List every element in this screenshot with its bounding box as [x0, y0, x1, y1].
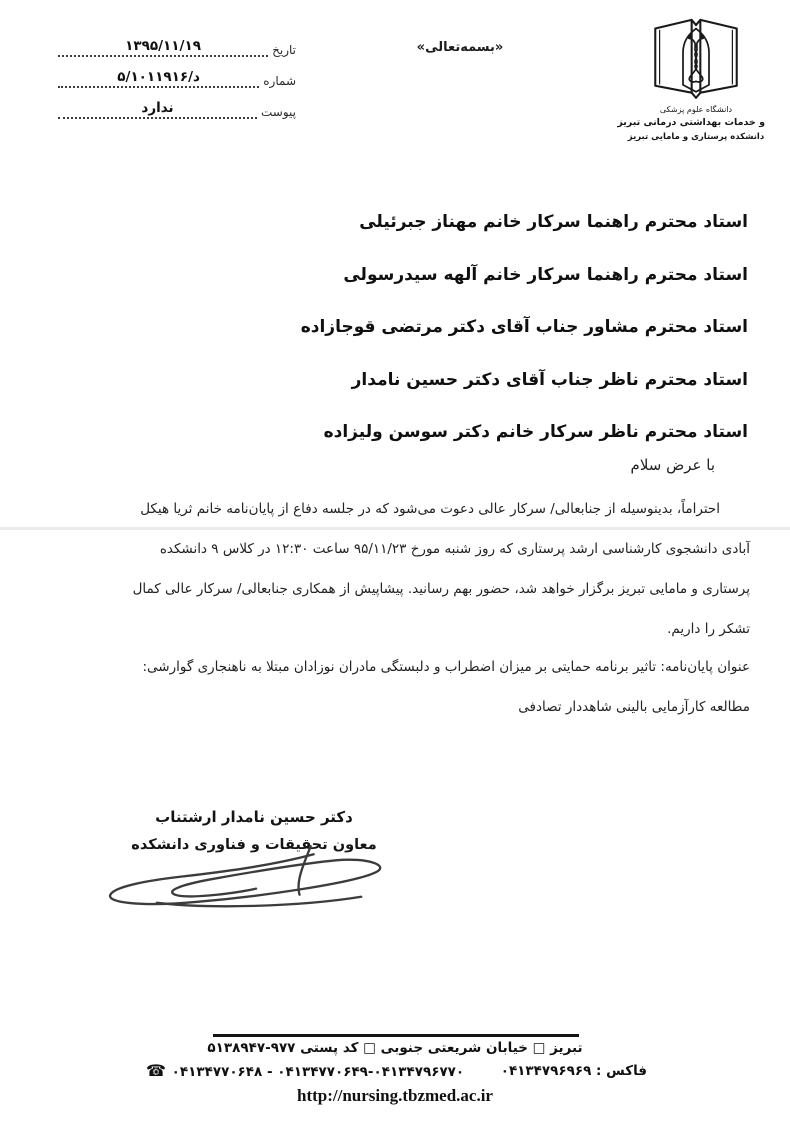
thesis-title-line: عنوان پایان‌نامه: تاثیر برنامه حمایتی بر میزان اضطراب و دلبستگی مادران نوزادان مبتلا به ناهنجاری گوارشی:	[142, 659, 750, 675]
date-field-row	[58, 26, 296, 57]
recipient-line: استاد محترم مشاور جناب آقای دکتر مرتضی قوجازاده	[300, 317, 748, 337]
phone-numbers: ۰۴۱۳۴۷۷۰۶۴۸ - ۰۴۱۳۴۷۷۰۶۴۹-۰۴۱۳۴۷۹۶۷۷۰	[171, 1064, 465, 1080]
date-value: ۱۳۹۵/۱۱/۱۹	[125, 38, 201, 54]
letterhead-fields	[58, 26, 296, 119]
postal-code: ۵۱۳۸۹۴۷-۹۷۷	[207, 1040, 296, 1056]
date-label: تاریخ	[272, 43, 296, 57]
thesis-title-line: مطالعه کارآزمایی بالینی شاهددار تصادفی	[518, 699, 750, 715]
attachment-dotted-line	[58, 97, 257, 119]
fax-number: ۰۴۱۳۴۷۹۶۹۶۹	[500, 1062, 592, 1079]
open-book-dna-icon	[644, 12, 748, 104]
body-line: آبادی دانشجوی کارشناسی ارشد پرستاری که روز شنبه مورخ ۹۵/۱۱/۲۳ ساعت ۱۲:۳۰ در کلاس ۹ دانشکده	[159, 541, 750, 557]
date-dotted-line	[58, 35, 268, 57]
recipients-block	[301, 196, 748, 459]
phone-numbers-group	[146, 1061, 464, 1080]
signer-title: معاون تحقیقات و فناوری دانشکده	[131, 837, 377, 853]
footer-divider	[213, 1034, 579, 1037]
attachment-value: ندارد	[141, 100, 174, 116]
body-line: تشکر را داریم.	[667, 621, 750, 637]
thesis-title-block	[36, 647, 750, 727]
basmala-text: «بسمه‌تعالی»	[416, 40, 504, 55]
website-url: http://nursing.tbzmed.ac.ir	[297, 1086, 493, 1105]
recipient-line: استاد محترم ناظر جناب آقای دکتر حسین نامدار	[351, 369, 748, 390]
body-line: پرستاری و مامایی تبریز برگزار خواهد شد، حضور بهم رسانید. پیشاپیش از همکاری جنابعالی/ سرکار عالی کمال	[132, 581, 750, 597]
recipient-line: استاد محترم راهنما سرکار خانم مهناز جبرئیلی	[359, 212, 748, 232]
footer-address	[0, 1040, 790, 1056]
fax-group	[501, 1063, 647, 1079]
logo-text-university: دانشگاه علوم پزشکی	[659, 105, 733, 114]
fax-label: فاکس :	[596, 1062, 647, 1079]
recipient-line: استاد محترم راهنما سرکار خانم آلهه سیدرسولی	[343, 264, 748, 285]
attachment-field-row	[58, 88, 296, 119]
footer-contacts-row	[146, 1061, 647, 1080]
signer-name: دکتر حسین نامدار ارشتناب	[155, 808, 353, 826]
footer-address-text: تبریز □ خیابان شریعتی جنوبی □ کد پستی	[300, 1040, 583, 1056]
recipient-line: استاد محترم ناظر سرکار خانم دکتر سوسن ولیزاده	[323, 422, 748, 442]
signature-block	[108, 808, 400, 853]
telephone-icon: ☎	[146, 1061, 166, 1080]
number-label: شماره	[263, 74, 296, 88]
logo-text-health-services: و خدمات بهداشتی درمانی تبریز	[617, 117, 765, 129]
letter-body	[36, 489, 750, 649]
number-dotted-line	[58, 66, 259, 88]
body-line: احتراماً، بدینوسیله از جنابعالی/ سرکار عالی دعوت می‌شود که در جلسه دفاع از پایان‌نامه خانم ثریا هیکل	[140, 501, 720, 517]
salutation-text: با عرض سلام	[630, 456, 715, 474]
handwritten-signature	[96, 832, 410, 918]
number-value: ۵/د/۱۰۱۱۹۱۶	[117, 69, 200, 85]
number-field-row	[58, 57, 296, 88]
university-logo	[617, 12, 765, 144]
attachment-label: پیوست	[261, 105, 296, 119]
logo-text-faculty: دانشکده پرستاری و مامایی تبریز	[627, 132, 765, 143]
